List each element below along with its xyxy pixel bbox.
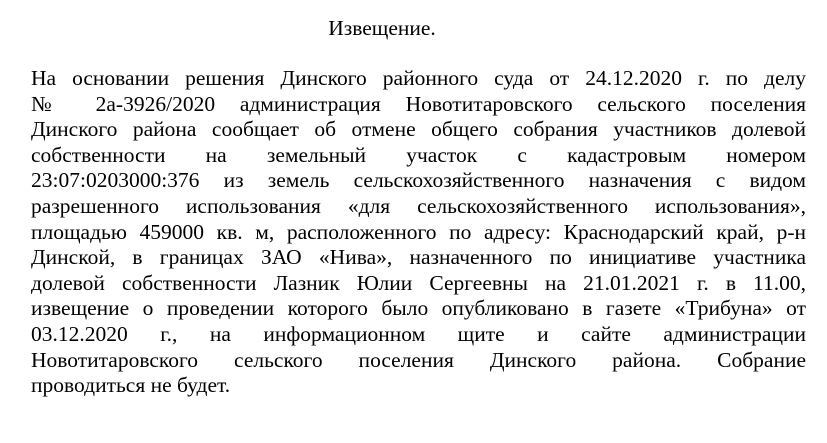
notice-line: долевой собственности Лазник Юлии Сергеевны на 21.01.2021 г. в 11.00, [31, 270, 806, 295]
notice-line: 03.12.2020 г., на информационном щите и сайте администрации [31, 321, 806, 346]
notice-line: площадью 459000 кв. м, расположенного по адресу: Краснодарский край, р-н [31, 219, 806, 244]
notice-title: Извещение. [328, 16, 436, 40]
notice-line: № 2а-3926/2020 администрация Новотитаровского сельского поселения [31, 91, 806, 116]
notice-line: извещение о проведении которого было опубликовано в газете «Трибуна» от [31, 296, 806, 321]
notice-line: На основании решения Динского районного суда от 24.12.2020 г. по делу [31, 66, 806, 90]
notice-body [31, 66, 806, 399]
notice-line: Динской, в границах ЗАО «Нива», назначенного по инициативе участника [31, 245, 806, 270]
notice-line: Новотитаровского сельского поселения Динского района. Собрание [31, 347, 806, 372]
notice-line: Динского района сообщает об отмене общего собрания участников долевой [31, 117, 806, 142]
notice-line: 23:07:0203000:376 из земель сельскохозяйственного назначения с видом [31, 168, 806, 193]
notice-line: разрешенного использования «для сельскохозяйственного использования», [31, 193, 806, 218]
notice-line-last: проводиться не будет. [31, 373, 231, 398]
notice-line: собственности на земельный участок с кадастровым номером [31, 142, 806, 167]
